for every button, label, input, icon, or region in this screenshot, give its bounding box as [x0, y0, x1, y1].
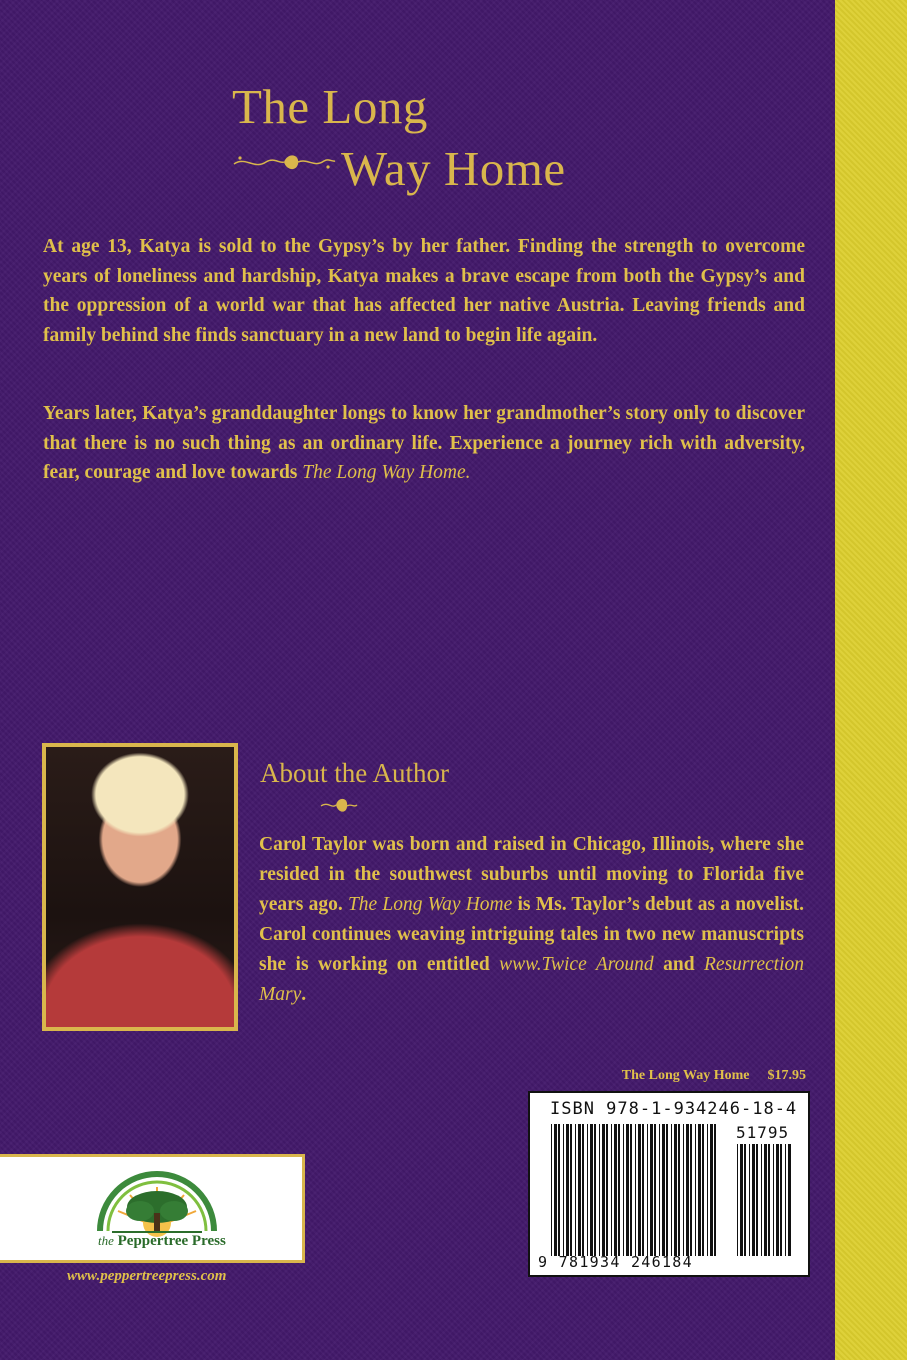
- barcode-bar: [740, 1144, 743, 1256]
- isbn-barcode: [528, 1091, 810, 1277]
- barcode-bar: [710, 1124, 713, 1256]
- barcode-bar: [578, 1124, 581, 1256]
- title-line-1: The Long: [232, 79, 428, 134]
- barcode-bar: [635, 1124, 636, 1256]
- barcode-bar: [650, 1124, 653, 1256]
- synopsis-paragraph-2: [43, 399, 805, 488]
- barcode-bar: [626, 1124, 629, 1256]
- barcode-bar: [563, 1124, 564, 1256]
- barcode-bar: [659, 1124, 660, 1256]
- author-photo-frame: [42, 743, 238, 1031]
- barcode-bar: [686, 1124, 689, 1256]
- title-line-2: Way Home: [341, 141, 566, 196]
- barcode-bar: [587, 1124, 588, 1256]
- barcode-bar: [614, 1124, 617, 1256]
- barcode-bar: [594, 1124, 596, 1256]
- bio-manuscript-title-1: www.Twice Around: [499, 954, 654, 975]
- barcode-bar: [630, 1124, 632, 1256]
- publisher-url: www.peppertreepress.com: [67, 1268, 227, 1284]
- barcode-bar: [764, 1144, 767, 1256]
- barcode-bar: [776, 1144, 779, 1256]
- publisher-name: [98, 1233, 298, 1250]
- barcode-bar: [566, 1124, 569, 1256]
- publisher-name-prefix: the: [98, 1233, 114, 1248]
- barcode-bar: [756, 1144, 758, 1256]
- barcode-bar: [654, 1124, 656, 1256]
- bio-end: .: [301, 984, 307, 1005]
- barcode-bar: [666, 1124, 668, 1256]
- barcode-bar: [761, 1144, 762, 1256]
- barcode-bar: [647, 1124, 648, 1256]
- barcode-bar: [570, 1124, 572, 1256]
- barcode-bar: [558, 1124, 560, 1256]
- barcode-bar: [780, 1144, 782, 1256]
- bio-text-2: is Ms. Taylor’s debut as a novelist. Carol continues weaving intriguing tales in two new manuscripts she is working on entitled: [259, 894, 805, 975]
- barcode-addon-bars: [736, 1144, 794, 1256]
- about-author-heading: About the Author: [260, 758, 449, 788]
- bio-book-title: The Long Way Home: [347, 894, 513, 915]
- barcode-bar: [599, 1124, 600, 1256]
- barcode-bar: [606, 1124, 608, 1256]
- synopsis-paragraph-2-text: Years later, Katya’s granddaughter longs to know her grandmother’s story only to discover that there is no such thing as an ordinary life. Experience a journey rich with adversity, fear, courage and love towards: [43, 403, 805, 483]
- bio-text-1: Carol Taylor was born and raised in Chicago, Illinois, where she resided in the southwest suburbs until moving to Florida five years ago.: [259, 834, 804, 915]
- barcode-ean-number: 9 781934 246184: [538, 1253, 693, 1271]
- synopsis-paragraph-1: At age 13, Katya is sold to the Gypsy’s by her father. Finding the strength to overcome years of loneliness and hardship, Katya makes a brave escape from both the Gypsy’s and the oppression of a world war that has affected her native Austria. Leaving friends and family behind she finds sanctuary in a new land to begin life again.: [43, 236, 805, 346]
- publisher-name-text: Peppertree Press: [117, 1233, 226, 1249]
- spine-edge: [835, 0, 907, 1360]
- barcode-bar: [642, 1124, 644, 1256]
- barcode-bar: [678, 1124, 680, 1256]
- tree-sun-logo-icon: [92, 1165, 222, 1240]
- barcode-bar: [785, 1144, 786, 1256]
- barcode-bar: [618, 1124, 620, 1256]
- barcode-bar: [662, 1124, 665, 1256]
- barcode-bar: [752, 1144, 755, 1256]
- price-line: [590, 1068, 806, 1084]
- barcode-bar: [744, 1144, 746, 1256]
- barcode-bar: [623, 1124, 624, 1256]
- isbn-number: ISBN 978-1-934246-18-4: [550, 1099, 798, 1119]
- barcode-bar: [698, 1124, 701, 1256]
- barcode-bar: [683, 1124, 684, 1256]
- bio-and: and: [663, 954, 695, 975]
- barcode-bar: [707, 1124, 708, 1256]
- publisher-logo-box: [0, 1154, 305, 1263]
- barcode-bar: [582, 1124, 584, 1256]
- price-book-title: The Long Way Home: [621, 1068, 750, 1083]
- bio-manuscript-title-2: Resurrection Mary: [259, 954, 805, 1005]
- barcode-addon-number: 51795: [736, 1123, 790, 1142]
- barcode-bar: [749, 1144, 750, 1256]
- barcode-bar: [674, 1124, 677, 1256]
- barcode-bar: [638, 1124, 641, 1256]
- barcode-bar: [671, 1124, 672, 1256]
- author-photo: [46, 747, 234, 1027]
- barcode-bar: [551, 1124, 552, 1256]
- barcode-bar: [695, 1124, 696, 1256]
- barcode-bar: [702, 1124, 704, 1256]
- leaf-ornament-icon: [320, 794, 358, 816]
- barcode-bar: [590, 1124, 593, 1256]
- synopsis-book-title: The Long Way Home.: [302, 462, 471, 483]
- price-amount: $17.95: [767, 1068, 806, 1083]
- barcode-bar: [575, 1124, 576, 1256]
- barcode-bar: [773, 1144, 774, 1256]
- barcode-bar: [737, 1144, 738, 1256]
- barcode-bar: [611, 1124, 612, 1256]
- author-bio: [259, 830, 804, 1010]
- leaf-flourish-icon: [232, 148, 337, 176]
- barcode-bar: [788, 1144, 791, 1256]
- barcode-bar: [602, 1124, 605, 1256]
- barcode-bar: [714, 1124, 716, 1256]
- barcode-bar: [768, 1144, 770, 1256]
- barcode-bar: [690, 1124, 692, 1256]
- barcode-bars: [550, 1124, 720, 1256]
- barcode-bar: [554, 1124, 557, 1256]
